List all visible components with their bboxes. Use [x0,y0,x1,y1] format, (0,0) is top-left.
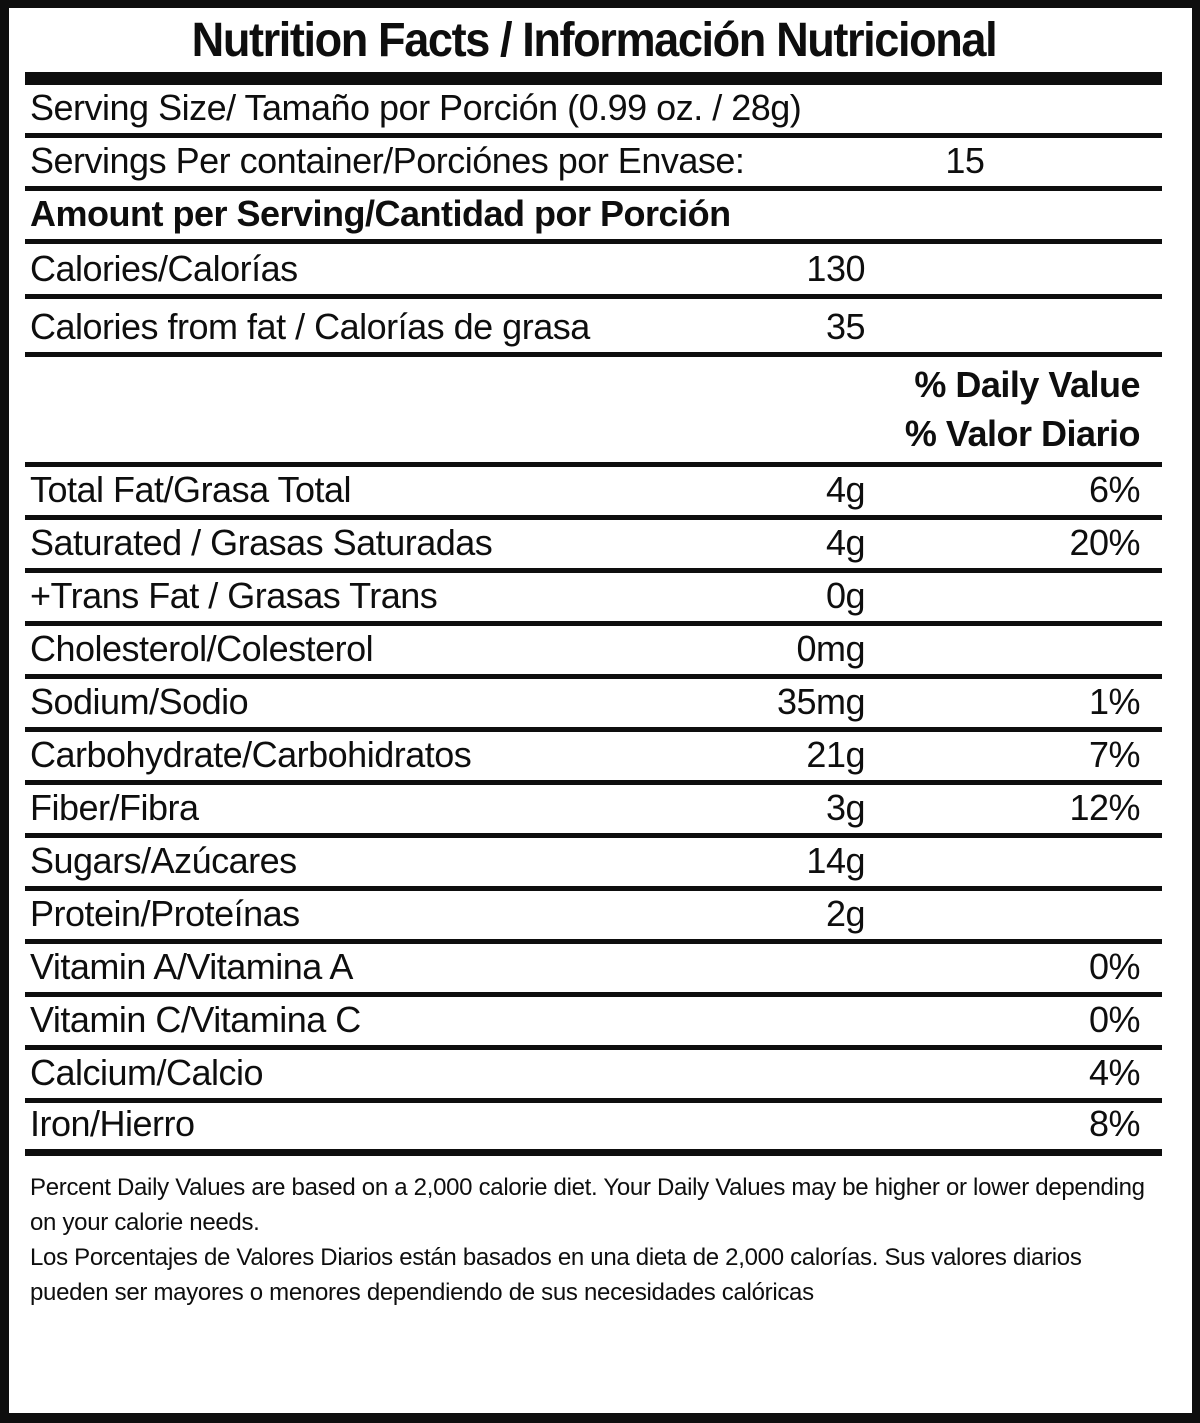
nutrient-value [625,985,865,992]
nutrient-row [25,1103,1162,1156]
nutrient-row [25,244,1162,299]
nutrient-row [25,520,1162,573]
nutrient-value: 35 [825,306,865,347]
nutrient-label: Calcium/Calcio [30,1052,264,1093]
nutrient-daily-value: 4% [1088,1052,1140,1093]
nutrient-row [25,679,1162,732]
nutrient-daily-value [865,614,1162,621]
daily-value-header-es: % Valor Diario [904,413,1140,454]
nutrient-row [25,626,1162,679]
nutrient-label: Cholesterol/Colesterol [30,628,374,669]
nutrient-row [25,467,1162,520]
nutrient-value: 130 [806,248,865,289]
amount-per-serving-row [25,191,1162,244]
nutrient-value: 0mg [796,628,865,669]
nutrient-label: Calories/Calorías [30,248,298,289]
nutrient-daily-value: 20% [1069,522,1140,563]
nutrient-daily-value [865,879,1162,886]
nutrient-value: 14g [806,840,865,881]
servings-per-container-pct [984,179,1200,186]
servings-per-container-label: Servings Per container/Porciónes por Envase: [30,140,745,181]
nutrient-daily-value: 12% [1069,787,1140,828]
nutrient-label: Calories from fat / Calorías de grasa [30,306,590,347]
nutrient-value [625,1142,865,1149]
nutrient-label: Vitamin C/Vitamina C [30,999,361,1040]
page-title: Nutrition Facts / Información Nutricional [191,13,996,67]
nutrient-row [25,891,1162,944]
nutrient-value: 2g [825,893,865,934]
footnotes [25,1156,1162,1310]
nutrient-row [25,299,1162,357]
nutrient-row [25,785,1162,838]
servings-per-container-value: 15 [945,140,985,181]
nutrient-value: 4g [825,469,865,510]
nutrient-row [25,944,1162,997]
nutrient-value [625,1091,865,1098]
nutrient-label: Vitamin A/Vitamina A [30,946,353,987]
nutrient-label: Protein/Proteínas [30,893,300,934]
footnote-spanish: Los Porcentajes de Valores Diarios están basados en una dieta de 2,000 calorías. Sus valores diarios pueden ser mayores o menores dependiendo de sus necesidades calóricas [30,1244,1082,1306]
serving-size-row [25,85,1162,138]
nutrient-label: Sodium/Sodio [30,681,249,722]
nutrient-value [625,1038,865,1045]
nutrient-daily-value [865,667,1162,674]
nutrient-daily-value: 1% [1088,681,1140,722]
nutrient-value: 0g [825,575,865,616]
nutrient-row [25,1050,1162,1103]
daily-value-header [25,357,1162,467]
servings-per-container-row [25,138,1162,191]
label-content [25,8,1162,1310]
nutrient-label: Iron/Hierro [30,1103,195,1144]
amount-per-serving-label: Amount per Serving/Cantidad por Porción [30,193,731,234]
nutrient-row [25,997,1162,1050]
footnote-english: Percent Daily Values are based on a 2,000 calorie diet. Your Daily Values may be higher or lower depending on your calorie needs. [30,1174,1145,1236]
nutrient-value: 21g [806,734,865,775]
daily-value-header-en: % Daily Value [914,364,1140,405]
nutrient-daily-value [865,932,1162,939]
title-row [25,8,1162,72]
nutrient-daily-value: 6% [1088,469,1140,510]
nutrient-value: 3g [825,787,865,828]
nutrient-row [25,838,1162,891]
nutrient-label: Carbohydrate/Carbohidratos [30,734,472,775]
nutrient-row [25,732,1162,785]
nutrient-daily-value: 0% [1088,999,1140,1040]
nutrient-row [25,573,1162,626]
nutrient-daily-value: 7% [1088,734,1140,775]
nutrient-daily-value [865,345,1162,352]
nutrient-label: Total Fat/Grasa Total [30,469,351,510]
nutrient-label: Fiber/Fibra [30,787,199,828]
nutrient-value: 35mg [776,681,865,722]
nutrient-rows [25,467,1162,1156]
nutrient-label: +Trans Fat / Grasas Trans [30,575,438,616]
serving-size-label: Serving Size/ Tamaño por Porción (0.99 oz. / 28g) [30,87,802,128]
nutrient-value: 4g [825,522,865,563]
nutrient-label: Saturated / Grasas Saturadas [30,522,493,563]
nutrient-label: Sugars/Azúcares [30,840,297,881]
title-divider-bar [25,72,1162,85]
nutrient-daily-value: 0% [1088,946,1140,987]
calories-rows [25,244,1162,357]
nutrient-daily-value: 8% [1088,1103,1140,1144]
nutrient-daily-value [865,287,1162,294]
